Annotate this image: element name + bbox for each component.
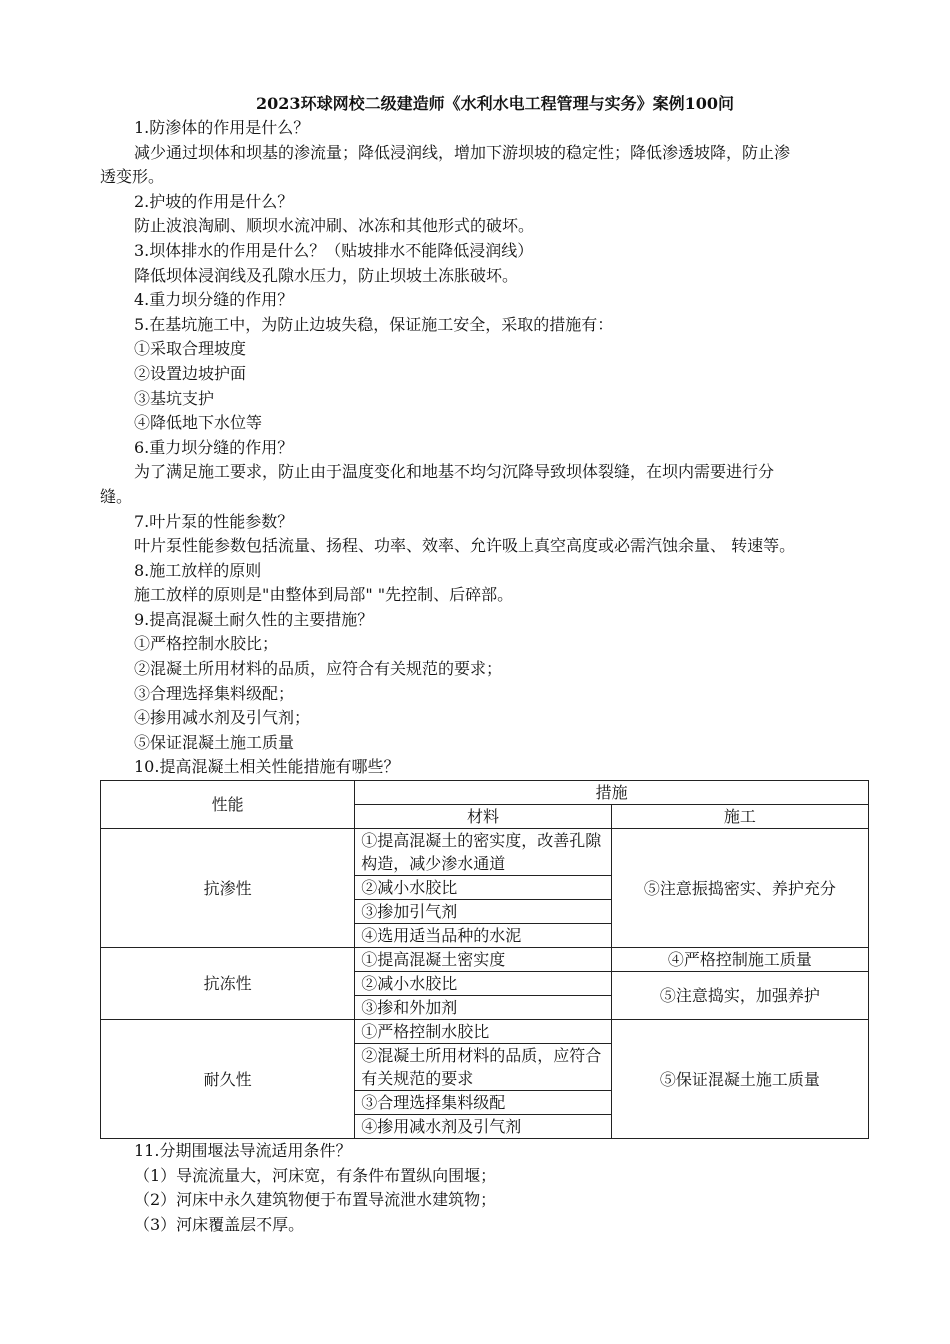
frost-construction-1: ④严格控制施工质量 [611,948,868,972]
durability-construction: ⑤保证混凝土施工质量 [611,1020,868,1139]
text-line: ③基坑支护 [134,388,215,408]
durability-material-4: ④掺用减水剂及引气剂 [355,1115,611,1139]
text-line: 7.叶片泵的性能参数？ [134,511,294,531]
text-line: 10.提高混凝土相关性能措施有哪些？ [134,757,400,777]
text-line: ④降低地下水位等 [134,413,263,433]
seepage-material-2: ②减小水胶比 [355,876,611,900]
table-row [101,1020,869,1044]
frost-construction-2: ⑤注意捣实，加强养护 [611,972,868,1020]
text-line: ①严格控制水胶比； [134,634,279,654]
text-line: 减少通过坝体和坝基的渗流量；降低浸润线，增加下游坝坡的稳定性；降低渗透坡降，防止渗 [134,142,791,162]
seepage-construction: ⑤注意振捣密实、养护充分 [611,829,868,948]
text-line: 透变形。 [100,167,165,187]
text-line: ④掺用减水剂及引气剂； [134,708,311,728]
text-line: （1）导流流量大，河床宽，有条件布置纵向围堰； [134,1165,497,1185]
header-measures: 措施 [355,781,869,805]
text-line: ②混凝土所用材料的品质，应符合有关规范的要求； [134,659,503,679]
text-line: 9.提高混凝土耐久性的主要措施？ [134,609,374,629]
text-line: 叶片泵性能参数包括流量、扬程、功率、效率、允许吸上真空高度或必需汽蚀余量、 转速等。 [134,536,796,556]
text-line: 1.防渗体的作用是什么？ [134,118,310,137]
seepage-material-4: ④选用适当品种的水泥 [355,924,611,948]
text-line: 8.施工放样的原则 [134,560,262,580]
text-line: 为了满足施工要求，防止由于温度变化和地基不均匀沉降导致坝体裂缝，在坝内需要进行分 [134,462,775,482]
text-line: 施工放样的原则是"由整体到局部" "先控制、后碎部。 [134,585,514,605]
durability-material-1: ①严格控制水胶比 [355,1020,611,1044]
document-page [100,92,870,1237]
body-text-top [100,116,870,780]
text-line: 防止波浪淘刷、顺坝水流冲刷、冰冻和其他形式的破坏。 [134,216,535,236]
text-line: 11.分期围堰法导流适用条件？ [134,1141,352,1161]
text-line: （3）河床覆盖层不厚。 [134,1214,305,1234]
frost-material-3: ③掺和外加剂 [355,996,611,1020]
header-construction: 施工 [611,805,868,829]
text-line: ③合理选择集料级配； [134,683,295,703]
table-row [101,829,869,876]
text-line: 缝。 [100,486,133,506]
concrete-measures-table [100,780,869,1139]
text-line: ②设置边坡护面 [134,363,247,383]
text-line: 3.坝体排水的作用是什么？（贴坡排水不能降低浸润线） [134,240,534,260]
text-line: 5.在基坑施工中，为防止边坡失稳，保证施工安全，采取的措施有： [134,314,614,334]
header-material: 材料 [355,805,611,829]
text-line: 降低坝体浸润线及孔隙水压力，防止坝坡土冻胀破坏。 [134,265,519,285]
perf-seepage: 抗渗性 [101,829,355,948]
durability-material-3: ③合理选择集料级配 [355,1091,611,1115]
text-line: ①采取合理坡度 [134,339,247,359]
text-line: （2）河床中永久建筑物便于布置导流泄水建筑物； [134,1190,497,1210]
perf-durability: 耐久性 [101,1020,355,1139]
durability-material-2: ②混凝土所用材料的品质，应符合有关规范的要求 [355,1044,611,1091]
frost-material-2: ②减小水胶比 [355,972,611,996]
text-line: ⑤保证混凝土施工质量 [134,732,295,752]
perf-frost: 抗冻性 [101,948,355,1020]
text-line: 4.重力坝分缝的作用？ [134,290,294,310]
document-title: 2023环球网校二级建造师《水利水电工程管理与实务》案例100问 [256,94,734,113]
text-line: 6.重力坝分缝的作用？ [134,437,294,457]
frost-material-1: ①提高混凝土密实度 [355,948,611,972]
table-header-row [101,781,869,805]
seepage-material-1: ①提高混凝土的密实度，改善孔隙构造，减少渗水通道 [355,829,611,876]
header-performance: 性能 [101,781,355,829]
body-text-bottom [100,1139,870,1237]
table-row [101,948,869,972]
text-line: 2.护坡的作用是什么？ [134,191,294,211]
seepage-material-3: ③掺加引气剂 [355,900,611,924]
